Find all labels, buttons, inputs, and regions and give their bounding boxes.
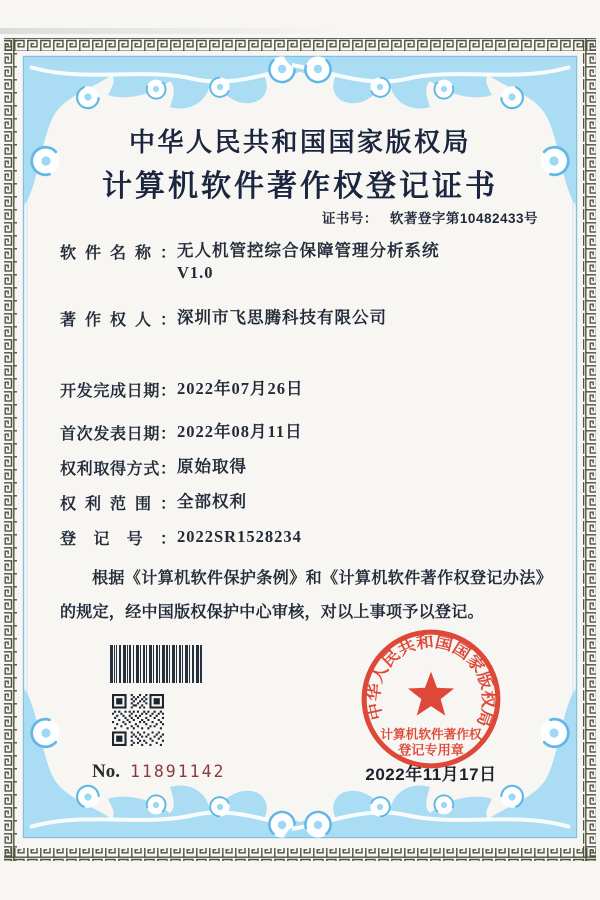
field-value: 2022年08月11日 xyxy=(177,422,303,441)
field-value: 2022年07月26日 xyxy=(177,379,304,398)
field-software-name xyxy=(60,240,542,284)
field-rights-acquisition xyxy=(60,456,542,479)
field-value xyxy=(177,240,440,284)
star-icon xyxy=(408,672,454,716)
qr-code xyxy=(112,694,164,746)
field-label: 权利范围： xyxy=(60,496,176,513)
field-value: 原始取得 xyxy=(177,457,247,476)
field-dev-completed-date xyxy=(60,378,542,401)
field-first-published-date xyxy=(60,421,542,444)
seal-ring-text: 中华人民共和国国家版权局 xyxy=(365,633,496,728)
field-value: 深圳市飞思腾科技有限公司 xyxy=(177,308,387,327)
field-label: 权利取得方式： xyxy=(60,461,176,478)
field-label: 登记号： xyxy=(60,531,176,548)
serial-number-label: No. xyxy=(92,761,120,782)
barcode xyxy=(110,645,202,683)
seal-text-line2: 登记专用章 xyxy=(398,742,464,758)
registration-statement: 根据《计算机软件保护条例》和《计算机软件著作权登记办法》的规定，经中国版权保护中心审核，对以上事项予以登记。 xyxy=(60,570,544,621)
serial-number-value: 11891142 xyxy=(129,762,226,781)
field-label: 开发完成日期： xyxy=(60,383,176,400)
certificate-title: 计算机软件著作权登记证书 xyxy=(102,170,498,203)
software-name-value: 无人机管控综合保障管理分析系统 xyxy=(177,241,440,260)
field-value: 2022SR1528234 xyxy=(177,527,302,546)
software-version-value: V1.0 xyxy=(177,263,214,282)
field-label: 首次发表日期： xyxy=(60,426,176,443)
certificate-number-value: 软著登字第10482433号 xyxy=(389,211,538,226)
field-label: 著作权人： xyxy=(60,312,176,329)
serial-number xyxy=(92,761,225,783)
field-copyright-holder xyxy=(60,307,542,330)
certificate-number-label: 证书号： xyxy=(321,211,378,226)
field-registration-number xyxy=(60,526,542,549)
issuing-authority: 中华人民共和国国家版权局 xyxy=(128,128,471,157)
certificate-number xyxy=(322,207,538,227)
field-value: 全部权利 xyxy=(177,492,247,511)
field-label: 软件名称： xyxy=(60,245,176,262)
official-seal xyxy=(354,623,508,777)
field-rights-scope xyxy=(60,491,542,514)
seal-text-line1: 计算机软件著作权 xyxy=(380,727,482,742)
issue-date: 2022年11月17日 xyxy=(365,765,497,784)
